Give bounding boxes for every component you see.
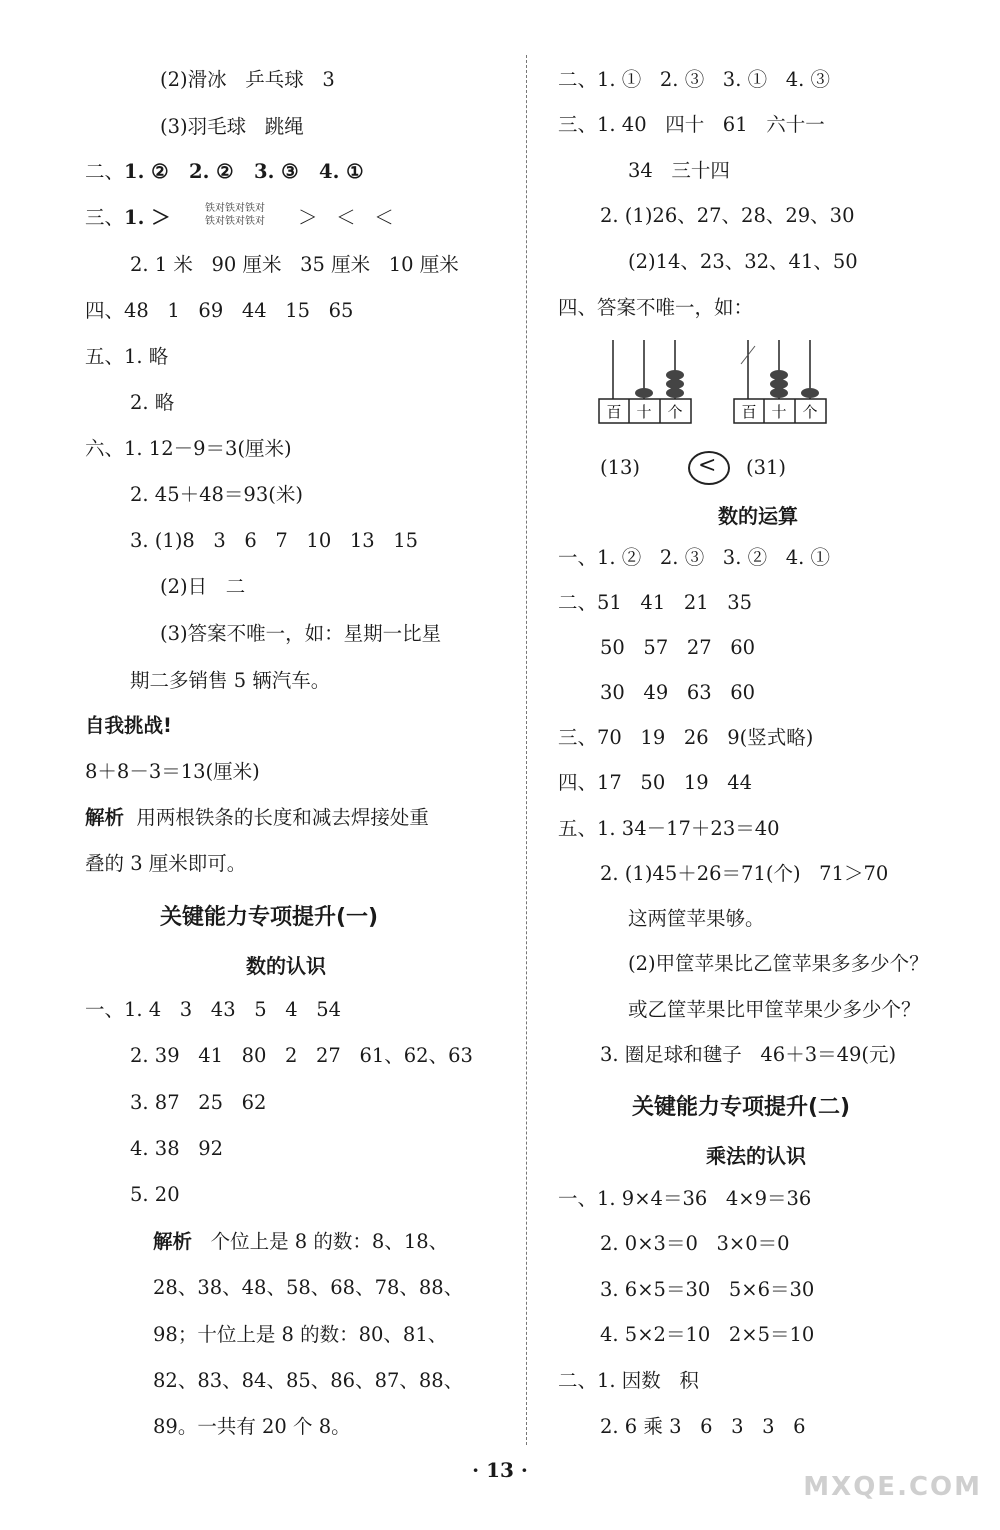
answer-line: 三、70 19 26 9(竖式略) [558, 726, 814, 749]
abacus-label-tens: 十 [771, 403, 787, 421]
answer-line: 4. 5×2＝10 2×5＝10 [600, 1323, 815, 1346]
answer-line: 二、1. 因数 积 [558, 1369, 699, 1392]
answer-line: 四、答案不唯一，如： [558, 296, 754, 319]
answer-line: 50 57 27 60 [600, 636, 756, 659]
answer-line: (2)14、23、32、41、50 [628, 250, 858, 273]
answer-line: 五、1. 34－17＋23＝40 [558, 817, 780, 840]
answer-line: 34 三十四 [628, 159, 730, 182]
answer-line: (3)羽毛球 跳绳 [160, 115, 304, 138]
answer-line: 或乙筐苹果比甲筐苹果少多少个？ [628, 998, 921, 1021]
analysis-line: 解析 个位上是 8 的数：8、18、 [153, 1230, 449, 1253]
answer-line: 2. 45＋48＝93(米) [130, 483, 303, 506]
answer-line: 一、1. ② 2. ③ 3. ② 4. ① [558, 546, 831, 569]
answer-line: 2. (1)26、27、28、29、30 [600, 204, 855, 227]
analysis-line: 叠的 3 厘米即可。 [85, 852, 247, 875]
answer-line: 六、1. 12－9＝3(厘米) [85, 437, 292, 460]
compare-sign: < [698, 453, 717, 478]
answer-line: 2. 1 米 90 厘米 35 厘米 10 厘米 [130, 253, 459, 276]
answer-line: 3. 87 25 62 [130, 1091, 267, 1114]
analysis-line: 89。一共有 20 个 8。 [153, 1415, 351, 1438]
answer-line: 5. 20 [130, 1183, 180, 1206]
answer-line: 2. 39 41 80 2 27 61、62、63 [130, 1044, 473, 1067]
answer-line: 四、48 1 69 44 15 65 [85, 299, 354, 322]
answer-line: 二、1. ② 2. ② 3. ③ 4. ① [85, 160, 364, 183]
answer-line: 期二多销售 5 辆汽车。 [130, 669, 331, 692]
challenge-title: 自我挑战! [85, 714, 172, 737]
section-subheading: 乘法的认识 [706, 1144, 806, 1168]
abacus-label-hundreds: 百 [606, 403, 622, 421]
answer-line: 2. 6 乘 3 6 3 3 6 [600, 1415, 806, 1438]
section-heading: 关键能力专项提升(二) [632, 1095, 851, 1120]
handwritten-note: 铁对铁对铁对 [205, 203, 265, 214]
analysis-line: 解析 用两根铁条的长度和减去焊接处重 [85, 806, 429, 829]
answer-line: 3. (1)8 3 6 7 10 13 15 [130, 529, 419, 552]
column-divider [526, 55, 527, 1445]
handwritten-note: 铁对铁对铁对 [205, 216, 265, 227]
answer-line: 四、17 50 19 44 [558, 771, 753, 794]
page-number: · 13 · [472, 1458, 528, 1482]
answer-line: 30 49 63 60 [600, 681, 756, 704]
answer-line: 8＋8－3＝13(厘米) [85, 760, 260, 783]
analysis-line: 82、83、84、85、86、87、88、 [153, 1369, 464, 1392]
answer-line: 五、1. 略 [85, 345, 169, 368]
section-heading: 关键能力专项提升(一) [160, 905, 379, 930]
answer-line: 2. (1)45＋26＝71(个) 71＞70 [600, 862, 889, 885]
answer-line: 3. 6×5＝30 5×6＝30 [600, 1278, 815, 1301]
answer-line: (2)甲筐苹果比乙筐苹果多多少个？ [628, 952, 929, 975]
section-subheading: 数的认识 [246, 954, 326, 978]
abacus-diagram-31 [733, 336, 828, 426]
abacus-label-hundreds: 百 [741, 403, 757, 421]
answer-line: (2)日 二 [160, 575, 246, 598]
abacus-label-tens: 十 [636, 403, 652, 421]
answer-line: 这两筐苹果够。 [628, 907, 765, 930]
answer-line: 三、1. 40 四十 61 六十一 [558, 113, 825, 136]
compare-right-value: (31) [746, 456, 787, 479]
watermark-logo: MXQE.COM [803, 1472, 982, 1502]
section-subheading: 数的运算 [718, 504, 798, 528]
abacus-label-ones: 个 [667, 403, 683, 421]
abacus-label-ones: 个 [802, 403, 818, 421]
answer-line: 2. 略 [130, 391, 175, 414]
compare-left-value: (13) [600, 456, 641, 479]
answer-line: 一、1. 4 3 43 5 4 54 [85, 998, 342, 1021]
abacus-diagram-13 [598, 336, 693, 426]
answer-line: 三、1. ＞ [85, 206, 171, 229]
answer-line: ＞ ＜ ＜ [298, 206, 394, 229]
answer-line: 二、51 41 21 35 [558, 591, 753, 614]
analysis-line: 98；十位上是 8 的数：80、81、 [153, 1323, 448, 1346]
answer-line: 一、1. 9×4＝36 4×9＝36 [558, 1187, 812, 1210]
answer-line: 3. 圈足球和毽子 46＋3＝49(元) [600, 1043, 897, 1066]
answer-line: 4. 38 92 [130, 1137, 224, 1160]
analysis-line: 28、38、48、58、68、78、88、 [153, 1276, 464, 1299]
answer-line: 二、1. ① 2. ③ 3. ① 4. ③ [558, 68, 831, 91]
answer-line: 2. 0×3＝0 3×0＝0 [600, 1232, 790, 1255]
answer-line: (3)答案不唯一，如：星期一比星 [160, 622, 442, 645]
answer-line: (2)滑冰 乒乓球 3 [160, 68, 335, 91]
